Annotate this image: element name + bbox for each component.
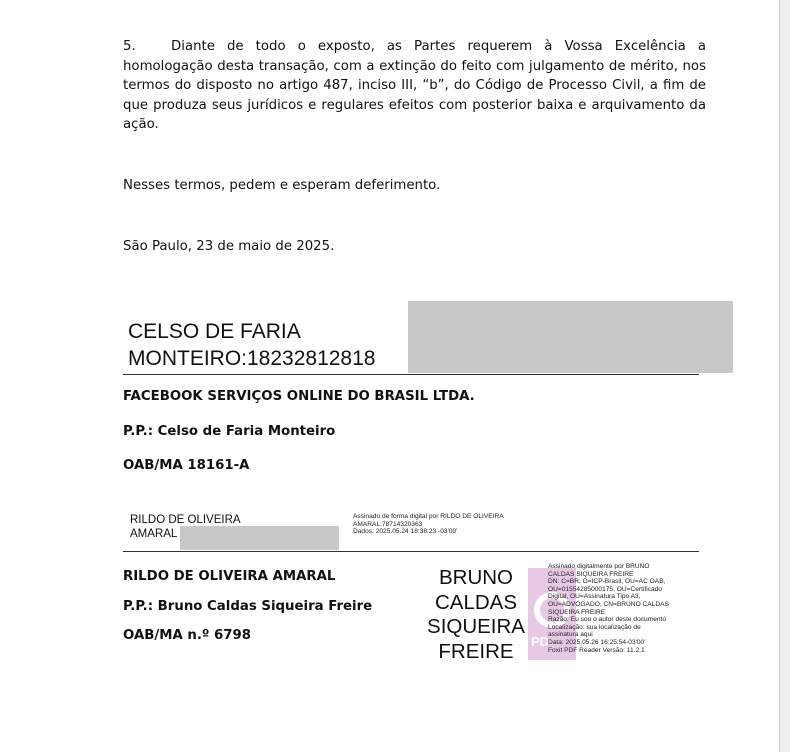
- rildo-info-line2: AMARAL:78714320363: [353, 520, 423, 528]
- signature-celso-line2: MONTEIRO:18232812818: [128, 347, 376, 370]
- bruno-line-2: CALDAS: [434, 590, 518, 614]
- party1-attorney: P.P.: Celso de Faria Monteiro: [123, 424, 336, 439]
- signature-line-1: [123, 374, 699, 375]
- redacted-cpf: [180, 526, 339, 550]
- signature-bruno-info: [548, 563, 669, 654]
- party2-name: RILDO DE OLIVEIRA AMARAL: [123, 569, 336, 584]
- redacted-signature-image: [408, 301, 733, 373]
- party1-oab: OAB/MA 18161-A: [123, 458, 250, 473]
- signature-celso-line1: CELSO DE FARIA: [128, 320, 301, 343]
- bruno-line-1: BRUNO: [438, 566, 514, 589]
- signature-rildo-line1: RILDO DE OLIVEIRA: [130, 514, 241, 526]
- signature-bruno: [412, 566, 540, 664]
- paragraph-text: Diante de todo o exposto, as Partes requerem à Vossa Excelência a homologação desta transação, com a extinção do feito com julgamento de mérito, nos termos do disposto no artigo 487, inciso III, “b”, do Código de Processo Civil, a fim de que produza seus jurídicos e regulares efeitos com posterior baixa e arquivamento da ação.: [123, 39, 706, 132]
- bruno-info-line: Assinado digitalmente por BRUNO: [548, 563, 650, 570]
- bruno-info-line: Localização: sua localização de: [548, 623, 641, 631]
- closing-text: Nesses termos, pedem e esperam deferimento.: [123, 178, 441, 193]
- bruno-info-line: assinatura aqui: [548, 631, 593, 639]
- bruno-info-line: Digital, OU=Assinatura Tipo A3,: [548, 593, 641, 601]
- bruno-info-line: SIQUEIRA FREIRE: [548, 608, 606, 616]
- bruno-info-line: Data: 2025.05.26 16:25:54-03'00': [548, 638, 646, 646]
- bruno-info-line: DN: C=BR, O=ICP-Brasil, OU=AC OAB,: [548, 578, 666, 586]
- bruno-info-line: CALDAS SIQUEIRA FREIRE: [548, 570, 634, 578]
- signature-line-2: [123, 551, 699, 552]
- bruno-info-line: OU=01554285000175, OU=Certificado: [548, 585, 663, 593]
- signature-rildo-info: [353, 513, 504, 536]
- viewer-scrollbar[interactable]: [779, 0, 790, 752]
- signature-celso: [128, 318, 375, 372]
- place-date: São Paulo, 23 de maio de 2025.: [123, 239, 335, 254]
- bruno-info-line: Foxit PDF Reader Versão: 11.2.1: [548, 646, 645, 654]
- paragraph-5: [123, 37, 706, 135]
- foxit-watermark-text: PD: [531, 634, 550, 649]
- party2-oab: OAB/MA n.º 6798: [123, 628, 252, 643]
- party2-attorney: P.P.: Bruno Caldas Siqueira Freire: [123, 599, 373, 614]
- rildo-info-line1: Assinado de forma digital por RILDO DE OLIVEIRA: [353, 513, 504, 520]
- bruno-info-line: OU=ADVOGADO, CN=BRUNO CALDAS: [548, 600, 669, 608]
- party1-company: FACEBOOK SERVIÇOS ONLINE DO BRASIL LTDA.: [123, 389, 475, 404]
- bruno-info-line: Razão: Eu sou o autor deste documento: [548, 616, 667, 624]
- paragraph-number: 5.: [123, 39, 136, 54]
- bruno-line-4: FREIRE: [438, 639, 514, 663]
- bruno-line-3: SIQUEIRA: [427, 615, 525, 638]
- signature-rildo-line2: AMARAL: [130, 528, 178, 540]
- rildo-info-line3: Dados: 2025.05.24 18:38:23 -03'00': [353, 528, 458, 536]
